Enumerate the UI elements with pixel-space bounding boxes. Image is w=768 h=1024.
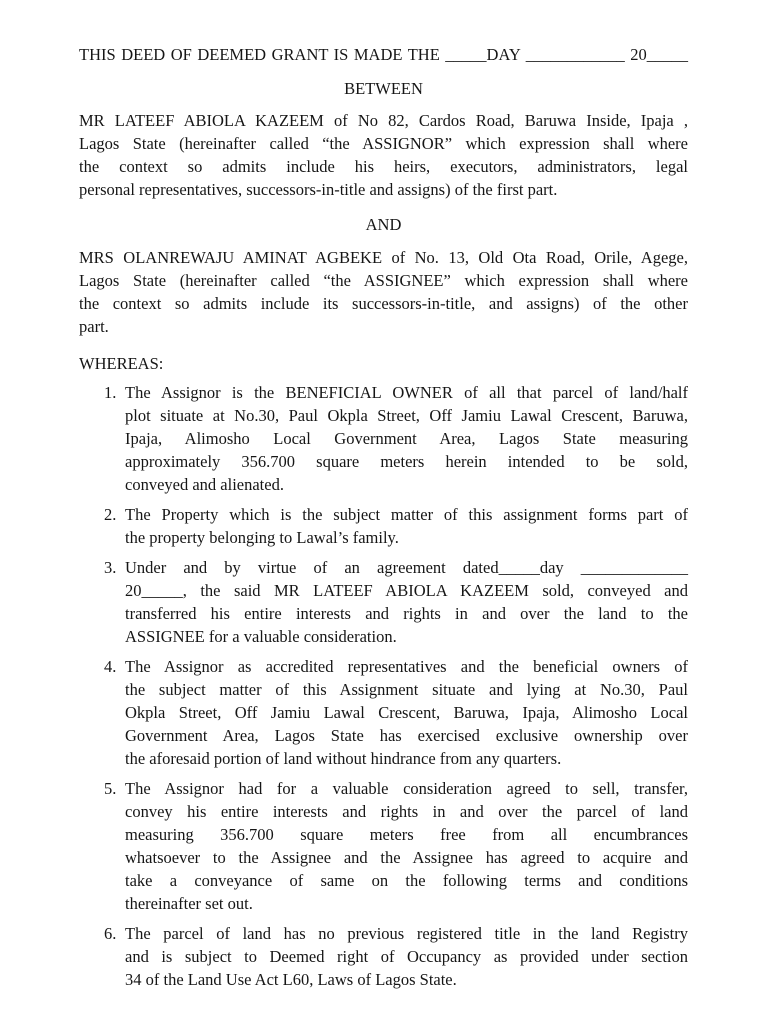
recital-text xyxy=(125,556,688,648)
recital-text xyxy=(125,777,688,915)
recital-number: 2. xyxy=(104,505,117,524)
paragraph-line: personal representatives, successors-in-title and assigns) of the first part. xyxy=(79,180,558,199)
recital-line: measuring 356.700 square meters free from all encumbrances xyxy=(125,825,688,844)
recitals-list xyxy=(79,381,688,991)
recital-line: the subject matter of this Assignment situate and lying at No.30, Paul xyxy=(125,680,688,699)
recital-line: The parcel of land has no previous registered title in the land Registry xyxy=(125,924,688,943)
deed-title-line: THIS DEED OF DEEMED GRANT IS MADE THE _____DAY ____________ 20_____ xyxy=(79,45,688,64)
assignee-paragraph xyxy=(79,246,688,338)
recital-line: The Assignor as accredited representatives and the beneficial owners of xyxy=(125,657,688,676)
recital-line: thereinafter set out. xyxy=(125,894,253,913)
paragraph-line: Lagos State (hereinafter called “the ASSIGNOR” which expression shall where xyxy=(79,134,688,153)
recital-line: The Assignor is the BENEFICIAL OWNER of all that parcel of land/half xyxy=(125,383,688,402)
between-heading: BETWEEN xyxy=(344,79,423,98)
recital-text xyxy=(125,503,688,549)
recital-number: 4. xyxy=(104,657,117,676)
recital-line: Okpla Street, Off Jamiu Lawal Crescent, Baruwa, Ipaja, Alimosho Local xyxy=(125,703,688,722)
recital-number: 3. xyxy=(104,558,117,577)
recital-item xyxy=(79,655,688,770)
recital-text xyxy=(125,381,688,496)
recital-line: Ipaja, Alimosho Local Government Area, Lagos State measuring xyxy=(125,429,688,448)
recital-line: 34 of the Land Use Act L60, Laws of Lagos State. xyxy=(125,970,457,989)
document-page xyxy=(79,43,688,991)
recital-item xyxy=(79,777,688,915)
recital-line: transferred his entire interests and rights in and over the land to the xyxy=(125,604,688,623)
recital-number: 6. xyxy=(104,924,117,943)
recital-line: plot situate at No.30, Paul Okpla Street, Off Jamiu Lawal Crescent, Baruwa, xyxy=(125,406,688,425)
paragraph-line: the context so admits include his heirs, executors, administrators, legal xyxy=(79,157,688,176)
recital-item xyxy=(79,922,688,991)
whereas-heading: WHEREAS: xyxy=(79,354,164,373)
recital-item xyxy=(79,556,688,648)
recital-text xyxy=(125,922,688,991)
recital-line: take a conveyance of same on the following terms and conditions xyxy=(125,871,688,890)
recital-number: 5. xyxy=(104,779,117,798)
recital-line: convey his entire interests and rights in and over the parcel of land xyxy=(125,802,688,821)
recital-line: Under and by virtue of an agreement dated_____day _____________ xyxy=(125,558,688,577)
paragraph-line: MRS OLANREWAJU AMINAT AGBEKE of No. 13, Old Ota Road, Orile, Agege, xyxy=(79,248,688,267)
recital-line: conveyed and alienated. xyxy=(125,475,284,494)
and-heading: AND xyxy=(365,215,402,234)
recital-text xyxy=(125,655,688,770)
recital-line: The Assignor had for a valuable consideration agreed to sell, transfer, xyxy=(125,779,688,798)
assignor-paragraph xyxy=(79,109,688,201)
recital-item xyxy=(79,381,688,496)
paragraph-line: the context so admits include its successors-in-title, and assigns) of the other xyxy=(79,294,688,313)
recital-line: the aforesaid portion of land without hindrance from any quarters. xyxy=(125,749,562,768)
recital-line: the property belonging to Lawal’s family. xyxy=(125,528,399,547)
recital-number: 1. xyxy=(104,383,117,402)
recital-item xyxy=(79,503,688,549)
recital-line: whatsoever to the Assignee and the Assignee has agreed to acquire and xyxy=(125,848,688,867)
paragraph-line: Lagos State (hereinafter called “the ASSIGNEE” which expression shall where xyxy=(79,271,688,290)
recital-line: 20_____, the said MR LATEEF ABIOLA KAZEEM sold, conveyed and xyxy=(125,581,688,600)
recital-line: Government Area, Lagos State has exercised exclusive ownership over xyxy=(125,726,688,745)
recital-line: The Property which is the subject matter of this assignment forms part of xyxy=(125,505,688,524)
paragraph-line: part. xyxy=(79,317,109,336)
recital-line: and is subject to Deemed right of Occupancy as provided under section xyxy=(125,947,688,966)
recital-line: approximately 356.700 square meters herein intended to be sold, xyxy=(125,452,688,471)
paragraph-line: MR LATEEF ABIOLA KAZEEM of No 82, Cardos Road, Baruwa Inside, Ipaja , xyxy=(79,111,688,130)
recital-line: ASSIGNEE for a valuable consideration. xyxy=(125,627,397,646)
